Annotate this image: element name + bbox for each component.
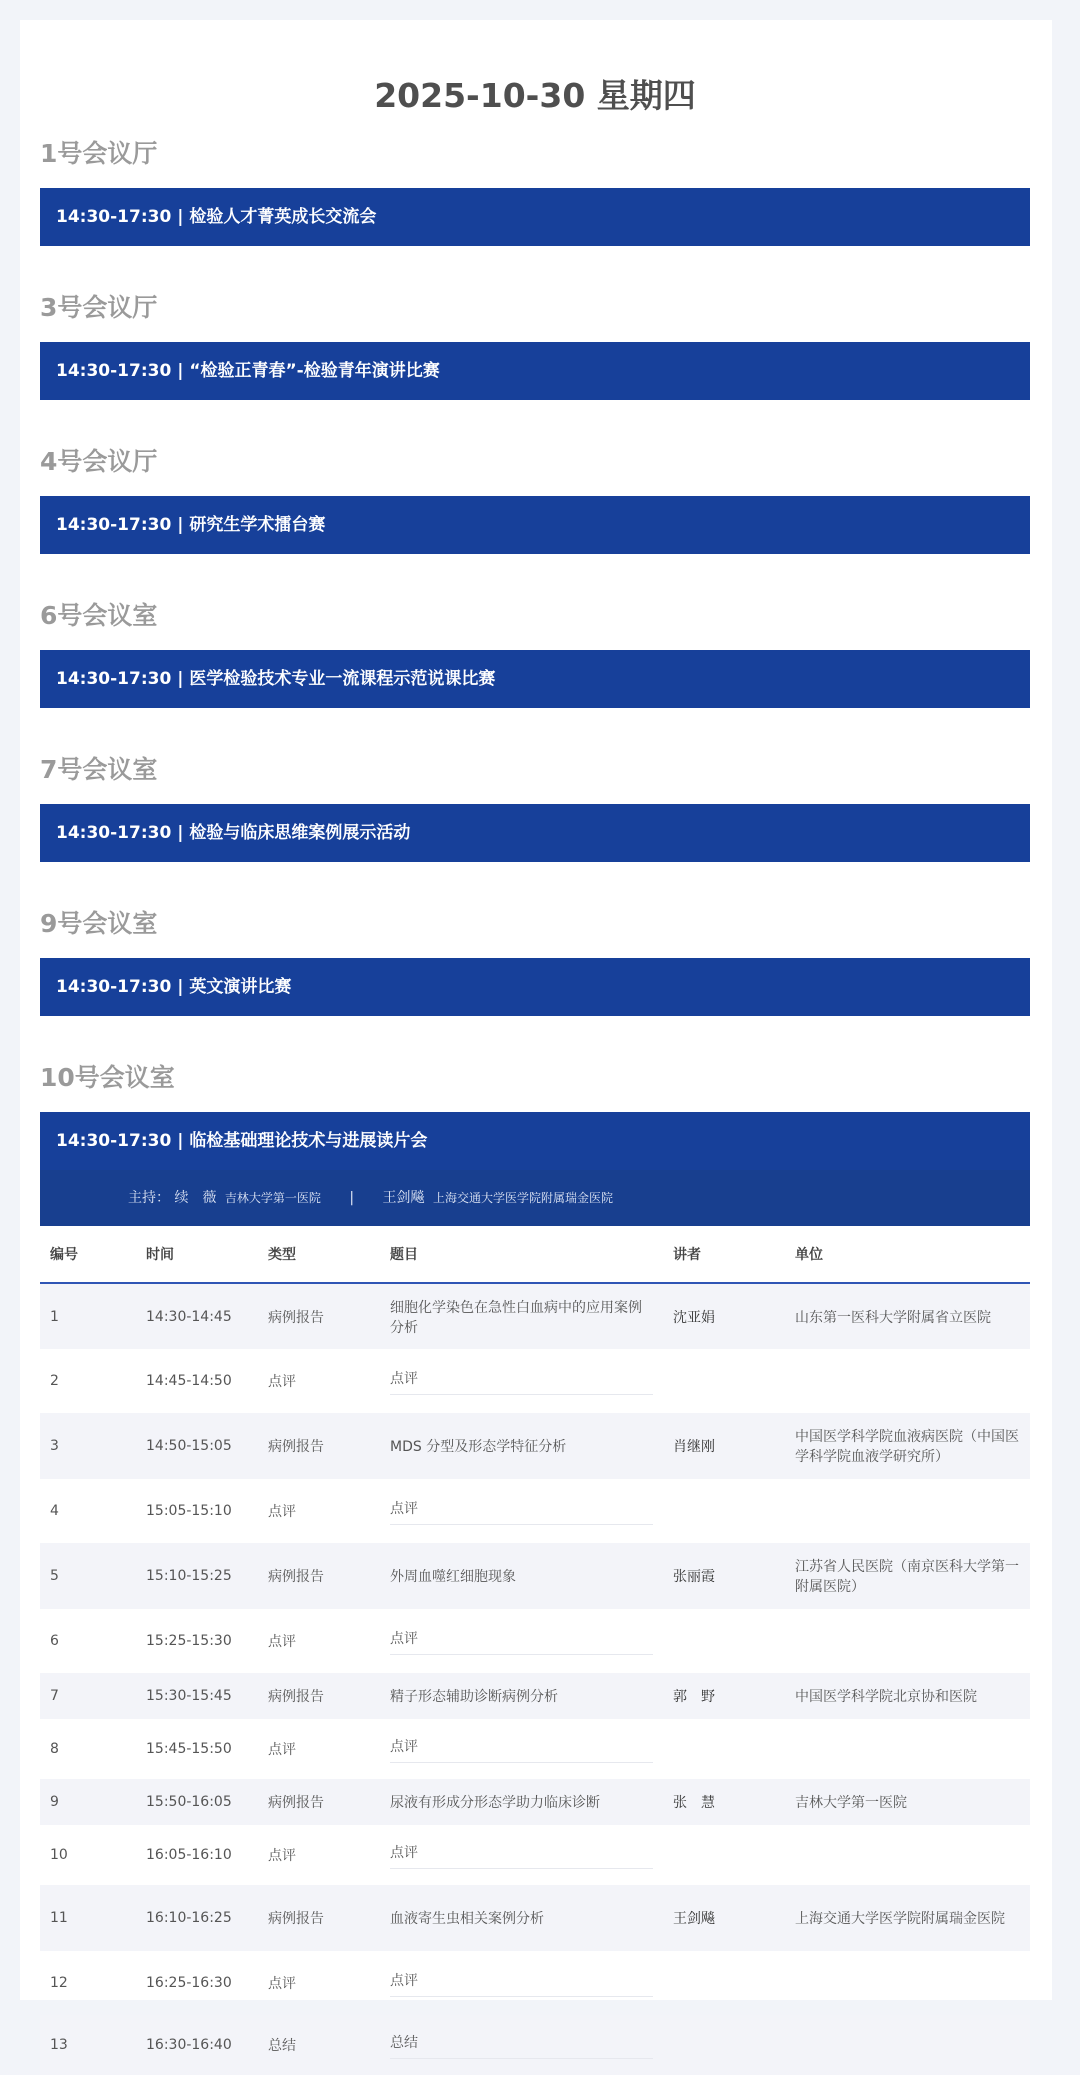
cell-no: 3 (40, 1413, 136, 1479)
hall-name: 3号会议厅 (40, 293, 158, 322)
col-header-time: 时间 (136, 1226, 258, 1283)
agenda-content (40, 20, 1030, 2075)
chair-org: 吉林大学第一医院 (224, 1191, 321, 1205)
cell-time: 15:50-16:05 (136, 1779, 258, 1825)
schedule-table (40, 1226, 1030, 2075)
hall-name: 6号会议室 (40, 601, 158, 630)
session-bar[interactable]: 14:30-17:30 | 临检基础理论技术与进展读片会 (40, 1112, 1030, 1170)
cell-topic (380, 1609, 663, 1673)
cell-type: 病例报告 (258, 1673, 380, 1719)
cell-org (785, 1349, 1030, 1413)
cell-no: 8 (50, 1741, 59, 1757)
cell-time: 15:10-15:25 (136, 1543, 258, 1609)
cell-topic: MDS 分型及形态学特征分析 (380, 1413, 663, 1479)
session-bar[interactable]: 14:30-17:30 | 医学检验技术专业一流课程示范说课比赛 (40, 650, 1030, 708)
table-row (40, 1413, 1030, 1479)
chair-separator: | (349, 1190, 355, 1206)
hall-name: 10号会议室 (40, 1063, 175, 1092)
cell-type: 点评 (268, 1374, 296, 1390)
col-header-topic: 题目 (380, 1226, 663, 1283)
main-hall (40, 1058, 1030, 2075)
topic-text: 点评 (390, 1628, 653, 1655)
session-bar[interactable]: 14:30-17:30 | 英文演讲比赛 (40, 958, 1030, 1016)
hall-block (40, 288, 1030, 428)
table-row (40, 1951, 1030, 2015)
cell-type: 点评 (268, 1742, 296, 1758)
cell-speaker (663, 1951, 785, 2015)
table-row (40, 1479, 1030, 1543)
chair-bar (40, 1170, 1030, 1226)
hall-list (40, 134, 1030, 1044)
cell-speaker: 肖继刚 (663, 1413, 785, 1479)
date-title: 2025-10-30 星期四 (374, 76, 696, 115)
cell-org: 江苏省人民医院（南京医科大学第一附属医院） (785, 1543, 1030, 1609)
cell-type: 点评 (268, 1504, 296, 1520)
col-header-org: 单位 (785, 1226, 1030, 1283)
topic-text: 总结 (390, 2032, 653, 2059)
cell-time: 15:45-15:50 (146, 1741, 232, 1757)
cell-time: 16:30-16:40 (136, 2015, 258, 2075)
cell-org: 中国医学科学院血液病医院（中国医学科学院血液学研究所） (785, 1413, 1030, 1479)
cell-no: 5 (40, 1543, 136, 1609)
hall-block (40, 750, 1030, 890)
cell-no: 2 (50, 1373, 59, 1389)
topic-text: 点评 (390, 1970, 653, 1997)
cell-time: 15:30-15:45 (136, 1673, 258, 1719)
cell-org: 上海交通大学医学院附属瑞金医院 (785, 1885, 1030, 1951)
hall-block (40, 904, 1030, 1044)
cell-speaker (663, 1479, 785, 1543)
col-header-no: 编号 (40, 1226, 136, 1283)
cell-org (785, 1719, 1030, 1779)
topic-text: 点评 (390, 1842, 653, 1869)
table-row (40, 1885, 1030, 1951)
agenda-card (20, 20, 1052, 2054)
hall-name: 9号会议室 (40, 909, 158, 938)
cell-topic: 外周血噬红细胞现象 (380, 1543, 663, 1609)
cell-type: 总结 (258, 2015, 380, 2075)
cell-org (785, 1825, 1030, 1885)
cell-time: 14:30-14:45 (136, 1283, 258, 1349)
cell-speaker (663, 2015, 785, 2075)
hall-name: 4号会议厅 (40, 447, 158, 476)
cell-type: 点评 (268, 1976, 296, 1992)
cell-speaker: 沈亚娟 (663, 1283, 785, 1349)
cell-speaker (663, 1349, 785, 1413)
col-header-type: 类型 (258, 1226, 380, 1283)
hall-name: 7号会议室 (40, 755, 158, 784)
table-row (40, 1543, 1030, 1609)
cell-no: 12 (50, 1975, 68, 1991)
chair-name: 王剑飚 (382, 1190, 425, 1206)
cell-time: 15:05-15:10 (146, 1503, 232, 1519)
cell-no: 13 (40, 2015, 136, 2075)
cell-no: 4 (50, 1503, 59, 1519)
cell-topic: 血液寄生虫相关案例分析 (380, 1885, 663, 1951)
table-row (40, 1349, 1030, 1413)
session-bar[interactable]: 14:30-17:30 | 检验与临床思维案例展示活动 (40, 804, 1030, 862)
chair-org: 上海交通大学医学院附属瑞金医院 (433, 1191, 614, 1205)
cell-type: 病例报告 (258, 1283, 380, 1349)
cell-time: 14:45-14:50 (146, 1373, 232, 1389)
hall-block (40, 442, 1030, 582)
cell-no: 9 (40, 1779, 136, 1825)
cell-time: 16:05-16:10 (146, 1847, 232, 1863)
cell-topic (380, 1951, 663, 2015)
cell-org (785, 1479, 1030, 1543)
cell-org (785, 1609, 1030, 1673)
cell-no: 1 (40, 1283, 136, 1349)
cell-org: 山东第一医科大学附属省立医院 (785, 1283, 1030, 1349)
topic-text: 点评 (390, 1368, 653, 1395)
table-row (40, 1609, 1030, 1673)
table-row (40, 2015, 1030, 2075)
table-row (40, 1719, 1030, 1779)
cell-org (785, 1951, 1030, 2015)
cell-topic (380, 1479, 663, 1543)
cell-type: 点评 (268, 1634, 296, 1650)
cell-topic: 精子形态辅助诊断病例分析 (380, 1673, 663, 1719)
cell-no: 11 (40, 1885, 136, 1951)
cell-topic (380, 1825, 663, 1885)
table-row (40, 1283, 1030, 1349)
table-body (40, 1283, 1030, 2075)
cell-org: 吉林大学第一医院 (785, 1779, 1030, 1825)
table-row (40, 1779, 1030, 1825)
cell-speaker (663, 1719, 785, 1779)
cell-time: 14:50-15:05 (136, 1413, 258, 1479)
hall-block (40, 596, 1030, 736)
cell-speaker: 王剑飚 (663, 1885, 785, 1951)
col-header-speaker: 讲者 (663, 1226, 785, 1283)
cell-time: 15:25-15:30 (146, 1633, 232, 1649)
cell-topic: 细胞化学染色在急性白血病中的应用案例分析 (380, 1283, 663, 1349)
session-bar[interactable]: 14:30-17:30 | “检验正青春”-检验青年演讲比赛 (40, 342, 1030, 400)
cell-type: 病例报告 (258, 1413, 380, 1479)
cell-time: 16:25-16:30 (146, 1975, 232, 1991)
cell-time: 16:10-16:25 (136, 1885, 258, 1951)
topic-text: 点评 (390, 1498, 653, 1525)
table-row (40, 1673, 1030, 1719)
cell-type: 病例报告 (258, 1885, 380, 1951)
cell-topic (380, 1349, 663, 1413)
cell-no: 7 (40, 1673, 136, 1719)
cell-org (785, 2015, 1030, 2075)
cell-no: 6 (50, 1633, 59, 1649)
table-header-row (40, 1226, 1030, 1283)
cell-speaker: 张丽霞 (663, 1543, 785, 1609)
cell-type: 病例报告 (258, 1779, 380, 1825)
cell-org: 中国医学科学院北京协和医院 (785, 1673, 1030, 1719)
cell-topic (380, 2015, 663, 2075)
cell-type: 病例报告 (258, 1543, 380, 1609)
session-bar[interactable]: 14:30-17:30 | 研究生学术擂台赛 (40, 496, 1030, 554)
chair-name: 续 薇 (174, 1190, 217, 1206)
chair-label: 主持： (128, 1190, 170, 1206)
cell-speaker (663, 1609, 785, 1673)
table-row (40, 1825, 1030, 1885)
cell-topic (380, 1719, 663, 1779)
cell-no: 10 (50, 1847, 68, 1863)
session-bar[interactable]: 14:30-17:30 | 检验人才菁英成长交流会 (40, 188, 1030, 246)
hall-block (40, 134, 1030, 274)
cell-type: 点评 (268, 1848, 296, 1864)
cell-topic: 尿液有形成分形态学助力临床诊断 (380, 1779, 663, 1825)
cell-speaker: 张 慧 (663, 1779, 785, 1825)
cell-speaker: 郭 野 (663, 1673, 785, 1719)
cell-speaker (663, 1825, 785, 1885)
topic-text: 点评 (390, 1736, 653, 1763)
hall-name: 1号会议厅 (40, 139, 158, 168)
